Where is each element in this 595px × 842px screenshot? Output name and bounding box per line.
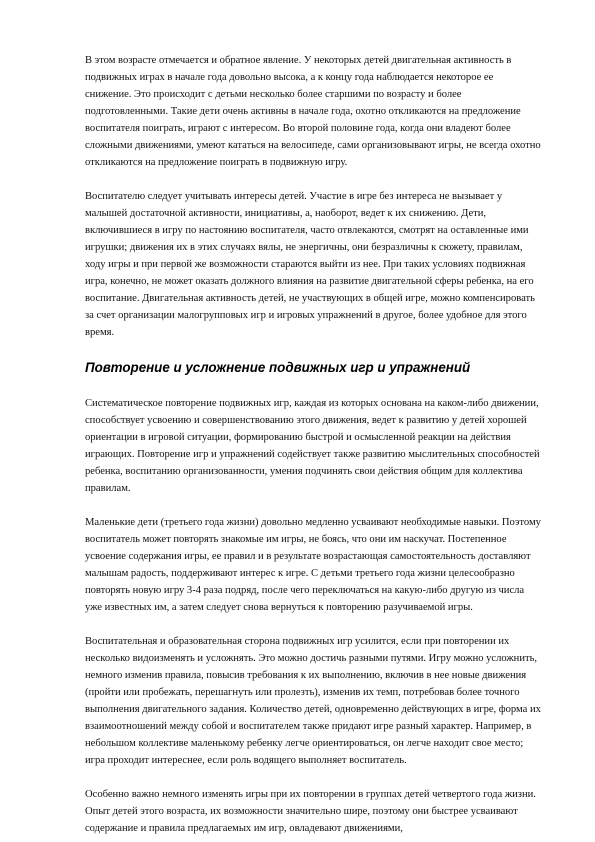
document-body: [85, 52, 541, 842]
section-heading: Повторение и усложнение подвижных игр и упражнений: [85, 360, 471, 375]
paragraph-systematic-repetition: Систематическое повторение подвижных игр, каждая из которых основана на каком-либо движении, способствует усвоению и совершенствованию этого движения, ведет к развитию у детей хорошей ориентации в игровой ситуации, формированию быстрой и осмысленной реакции на действия играющих. Повторение игр и упражнений содействует также развитию мыслительных способностей ребенка, воспитанию организованности, умения подчинять свои действия общим для коллектива правилам.: [85, 398, 540, 494]
paragraph-children-interests: Воспитателю следует учитывать интересы детей. Участие в игре без интереса не вызывает у малышей достаточной активности, инициативы, а, наоборот, ведет к их снижению. Дети, включившиеся в игру по настоянию воспитателя, часто отвлекаются, смотрят на оставленные ими игрушки; движения их в этих случаях вялы, не энергичны, они безразличны к сюжету, правилам, ходу игры и при первой же возможности стараются выйти из нее. При таких условиях подвижная игра, конечно, не может оказать должного влияния на развитие двигательной сферы ребенка, на его воспитание. Двигательная активность детей, не участвующих в общей игре, можно компенсировать за счет организации малогрупповых игр и игровых упражнений в другое, более удобное для этого время.: [85, 191, 535, 338]
paragraph-game-modification: Воспитательная и образовательная сторона подвижных игр усилится, если при повторении их несколько видоизменять и усложнять. Это можно достичь разными путями. Игру можно усложнить, немного изменив правила, повысив требования к их выполнению, включив в нее новые движения (пройти или пробежать, перешагнуть или пролезть), изменив их темп, потребовав более точного выполнения двигательного задания. Количество детей, одновременно действующих в игре, форма их взаимоотношений между собой и воспитателем также придают игре разный характер. Например, в небольшом коллективе маленькому ребенку легче ориентироваться, он легче находит свое место; игра проходит интереснее, если роль водящего выполняет воспитатель.: [85, 636, 541, 766]
paragraph-fourth-year-children: Особенно важно немного изменять игры при их повторении в группах детей четвертого года жизни. Опыт детей этого возраста, их возможности значительно шире, поэтому они быстрее усваивают содержание и правила предлагаемых им игр, овладевают движениями,: [85, 789, 536, 834]
paragraph-young-children: Маленькие дети (третьего года жизни) довольно медленно усваивают необходимые навыки. Поэтому воспитатель может повторять знакомые им игры, не боясь, что они им наскучат. Постепенное усвоение содержания игры, ее правил и в результате возрастающая самостоятельность доставляют малышам радость, поддерживают интерес к игре. С детьми третьего года жизни целесообразно повторять новую игру 3-4 раза подряд, после чего переключаться на какую-либо другую из числа уже известных им, а затем следует снова вернуться к повторению разучиваемой игры.: [85, 517, 541, 613]
paragraph-activity-decline: В этом возрасте отмечается и обратное явление. У некоторых детей двигательная активность в подвижных играх в начале года довольно высока, а к концу года наблюдается некоторое ее снижение. Это происходит с детьми несколько более старшими по возрасту и более подготовленными. Такие дети очень активны в начале года, охотно откликаются на предложение воспитателя поиграть, играют с интересом. Во второй половине года, когда они владеют более сложными движениями, умеют кататься на велосипеде, сами организовывают игры, не всегда охотно откликаются на предложение поиграть в подвижную игру.: [85, 55, 541, 168]
